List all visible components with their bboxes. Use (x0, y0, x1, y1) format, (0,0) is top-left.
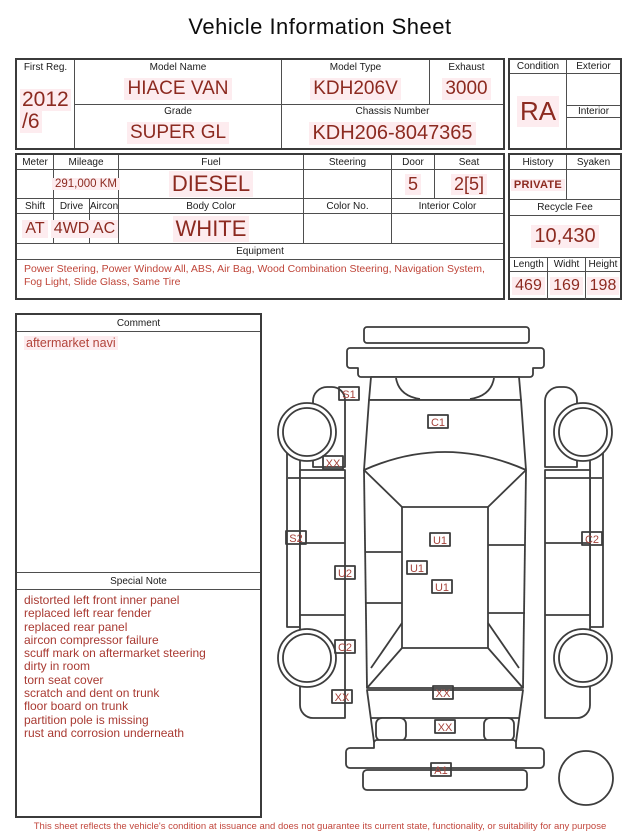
color-no-value (304, 214, 392, 244)
special-note-item: dirty in room (24, 659, 91, 674)
drive-value: 4WD (54, 214, 90, 244)
recycle-fee-section (510, 199, 620, 257)
syaken-value (567, 170, 620, 199)
special-note-item: scuff mark on aftermarket steering (24, 646, 206, 661)
rear-left-wheel (278, 629, 336, 687)
special-note-item: replaced rear panel (24, 619, 128, 634)
history-recycle-dimensions-box (508, 153, 622, 300)
front-grille-strip (364, 327, 529, 343)
fuel-value: DIESEL (119, 170, 304, 199)
damage-code-label: U2 (337, 568, 353, 580)
body-color-value: WHITE (119, 214, 304, 244)
recycle-fee-value: 10,430 (510, 216, 620, 257)
dimensions-section (510, 257, 620, 300)
rear-window (367, 648, 523, 688)
damage-code-label: XX (437, 722, 453, 734)
front-bumper (347, 348, 544, 377)
special-note-label: Special Note (17, 572, 260, 590)
damage-code-label: C2 (584, 534, 600, 546)
aircon-value: AC (90, 214, 119, 244)
steering-value (304, 170, 392, 199)
spec-row-1 (17, 155, 503, 199)
damage-code-label: C1 (430, 417, 446, 429)
condition-value: RA (510, 74, 567, 148)
comment-note-box (15, 313, 262, 818)
equipment-label: Equipment (17, 244, 503, 260)
model-name-value: HIACE VAN (75, 74, 282, 105)
condition-label: Condition (510, 60, 567, 74)
damage-code-label: U1 (434, 582, 450, 594)
damage-code-label: S1 (342, 389, 356, 401)
field-first-reg (17, 60, 75, 148)
rear-right-wheel (554, 629, 612, 687)
disclaimer-text: This sheet reflects the vehicle's condition at issuance and does not guarantee its current state, functionality, or suitability for any purpose (33, 821, 607, 832)
interior-color-value (392, 214, 503, 244)
spare-tire (559, 751, 613, 805)
car-diagram (262, 312, 637, 812)
special-note-item: partition pole is missing (24, 712, 149, 727)
damage-code-label: S2 (289, 533, 303, 545)
length-value: 469 (510, 272, 548, 300)
special-note-item: distorted left front inner panel (24, 593, 180, 607)
mileage-label: Mileage (54, 155, 119, 170)
damage-code-label: C2 (337, 642, 353, 654)
special-note-list (17, 590, 260, 816)
exhaust-value: 3000 (430, 74, 503, 105)
length-label: Length (510, 258, 548, 272)
comment-label: Comment (17, 315, 260, 332)
fuel-label: Fuel (119, 155, 304, 170)
hood-panel (369, 377, 521, 400)
chassis-number-label: Chassis Number (355, 106, 430, 117)
chassis-number-value: KDH206-8047365 (282, 118, 503, 148)
meter-value (17, 170, 54, 199)
grade-value: SUPER GL (75, 118, 282, 148)
first-reg-value: 2012 /6 (22, 88, 69, 133)
special-note-item: torn seat cover (24, 672, 104, 687)
front-left-wheel (278, 403, 336, 461)
equipment-value: Power Steering, Power Window All, ABS, Air Bag, Wood Combination Steering, Navigation System, Fog Light, Slide Glass, Same Tire (24, 263, 485, 288)
color-no-label: Color No. (304, 199, 392, 214)
damage-code-label: XX (325, 458, 341, 470)
first-reg-label: First Reg. (23, 61, 68, 73)
condition-box (508, 58, 622, 150)
history-value: PRIVATE (510, 170, 567, 199)
damage-code-label: XX (334, 692, 350, 704)
grade-label: Grade (75, 105, 282, 118)
special-note-item: rust and corrosion underneath (24, 725, 185, 740)
shift-label: Shift (17, 199, 54, 214)
syaken-label: Syaken (567, 155, 620, 170)
interior-value (567, 118, 620, 148)
mileage-value: 291,000 KM (54, 170, 119, 199)
page-title: Vehicle Information Sheet (188, 14, 452, 39)
front-right-wheel (554, 403, 612, 461)
door-label: Door (392, 155, 435, 170)
special-note-item: aircon compressor failure (24, 632, 159, 647)
windshield-area (364, 400, 526, 470)
front-assembly (347, 327, 544, 470)
shift-value: AT (17, 214, 54, 244)
aircon-label: Aircon (90, 199, 119, 214)
width-value: 169 (548, 272, 586, 300)
comment-value: aftermarket navi (26, 336, 116, 350)
damage-code-label: XX (435, 688, 451, 700)
height-label: Height (586, 258, 620, 272)
interior-label: Interior (567, 105, 620, 118)
damage-code-label: U1 (432, 535, 448, 547)
model-name-label: Model Name (75, 60, 282, 74)
spec-row-2 (17, 199, 503, 244)
special-note-item: scratch and dent on trunk (24, 686, 160, 701)
exterior-label: Exterior (567, 60, 620, 74)
drive-label: Drive (54, 199, 90, 214)
width-label: Widht (548, 258, 586, 272)
special-note-item: replaced left rear fender (24, 606, 152, 621)
meter-label: Meter (17, 155, 54, 170)
seat-value: 2[5] (435, 170, 503, 199)
seat-label: Seat (435, 155, 503, 170)
exterior-value (567, 74, 620, 105)
model-type-label: Model Type (282, 60, 430, 74)
damage-code-label: U1 (409, 563, 425, 575)
model-type-value: KDH206V (282, 74, 430, 105)
steering-label: Steering (304, 155, 392, 170)
left-tail-light (376, 718, 406, 741)
height-value: 198 (586, 272, 620, 300)
vehicle-identity-table (15, 58, 505, 150)
body-color-label: Body Color (119, 199, 304, 214)
history-section (510, 155, 620, 199)
vehicle-spec-table (15, 153, 505, 300)
exhaust-label: Exhaust (448, 61, 485, 73)
door-value: 5 (392, 170, 435, 199)
interior-color-label: Interior Color (392, 199, 503, 214)
recycle-fee-label: Recycle Fee (510, 200, 620, 216)
history-label: History (510, 155, 567, 170)
special-note-item: floor board on trunk (24, 699, 129, 714)
right-tail-light (484, 718, 514, 741)
damage-code-label: A1 (434, 765, 448, 777)
